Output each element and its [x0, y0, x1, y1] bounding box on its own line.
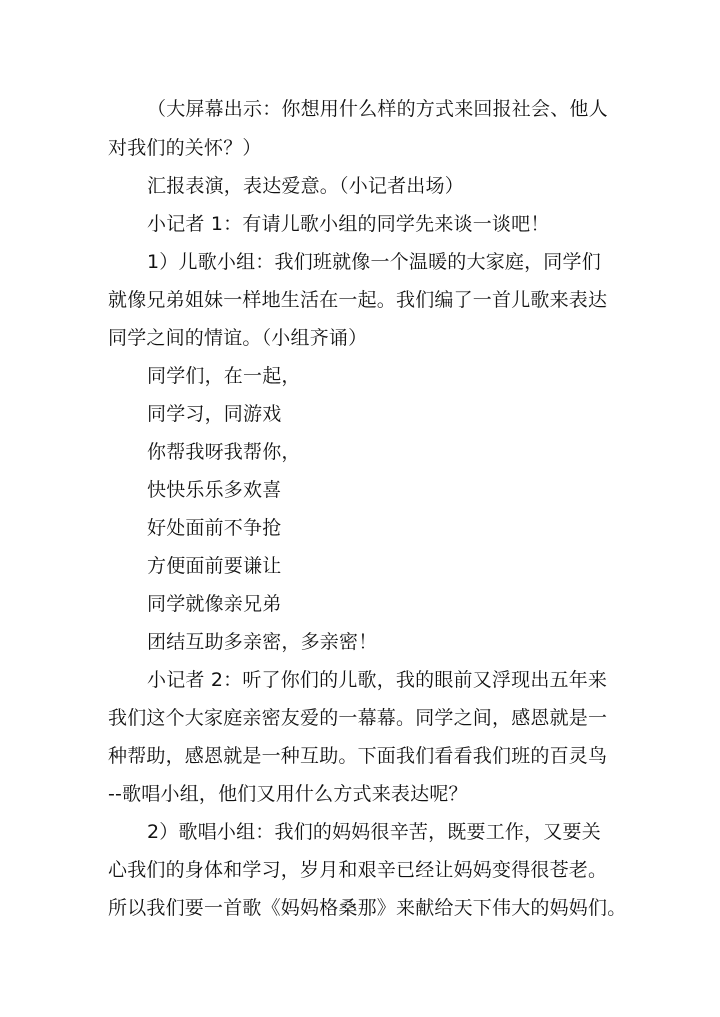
paragraph-line: 所以我们要一首歌《妈妈格桑那》来献给天下伟大的妈妈们。: [108, 897, 627, 919]
poem-line: 同学们，在一起，: [147, 365, 301, 387]
paragraph-line: 小记者 2：听了你们的儿歌，我的眼前又浮现出五年来: [147, 669, 608, 691]
paragraph-line: 汇报表演，表达爱意。（小记者出场）: [147, 175, 464, 197]
paragraph-line: 小记者 1：有请儿歌小组的同学先来谈一谈吧！: [147, 213, 550, 235]
paragraph-line: 心我们的身体和学习，岁月和艰辛已经让妈妈变得很苍老。: [108, 859, 608, 881]
paragraph-line: 我们这个大家庭亲密友爱的一幕幕。同学之间，感恩就是一: [108, 707, 608, 729]
paragraph-line: --歌唱小组，他们又用什么方式来表达呢？: [108, 783, 468, 805]
paragraph-line: （大屏幕出示：你想用什么样的方式来回报社会、他人: [147, 98, 608, 120]
paragraph-line: 对我们的关怀？）: [108, 137, 262, 159]
paragraph-line: 种帮助，感恩就是一种互助。下面我们看看我们班的百灵鸟: [108, 745, 608, 767]
paragraph-line: 就像兄弟姐妹一样地生活在一起。我们编了一首儿歌来表达: [108, 289, 608, 311]
poem-line: 同学习，同游戏: [147, 403, 282, 425]
poem-line: 你帮我呀我帮你，: [147, 441, 301, 463]
poem-line: 好处面前不争抢: [147, 517, 282, 539]
paragraph-line: 1）儿歌小组：我们班就像一个温暖的大家庭，同学们: [147, 251, 601, 273]
poem-line: 快快乐乐多欢喜: [147, 479, 282, 501]
poem-line: 团结互助多亲密，多亲密！: [147, 631, 378, 653]
paragraph-line: 同学之间的情谊。（小组齐诵）: [108, 327, 368, 349]
paragraph-line: 2）歌唱小组：我们的妈妈很辛苦，既要工作，又要关: [147, 821, 601, 843]
poem-line: 方便面前要谦让: [147, 555, 282, 577]
poem-line: 同学就像亲兄弟: [147, 593, 282, 615]
